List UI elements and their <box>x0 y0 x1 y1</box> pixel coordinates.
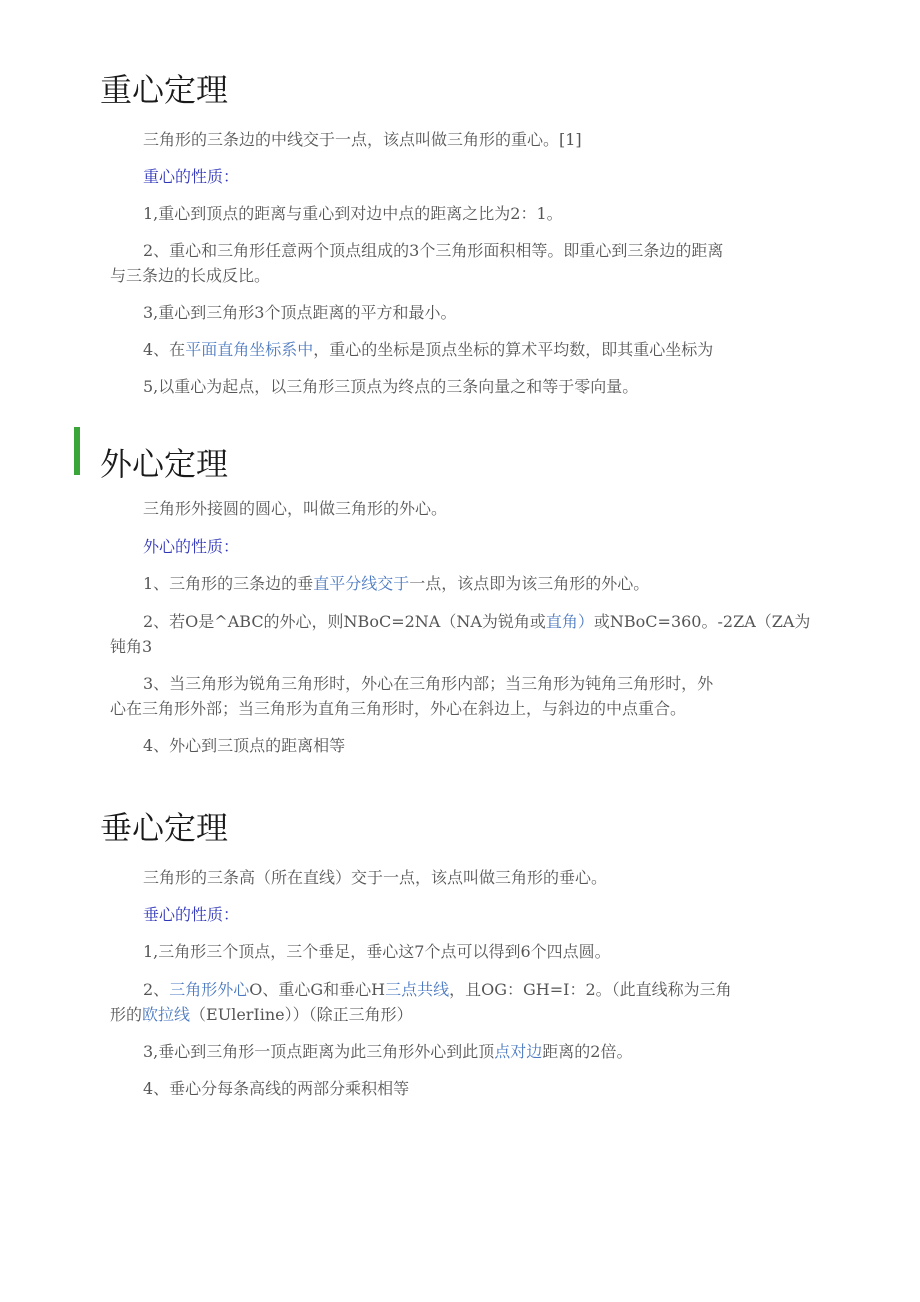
orthocenter-definition: 三角形的三条高（所在直线）交于一点，该点叫做三角形的垂心。 <box>143 868 608 887</box>
euler-line-link[interactable]: 欧拉线 <box>142 1005 191 1024</box>
orthocenter-prop-2-c: ，且OG：GH=I：2。（此直线称为三角 <box>449 980 732 999</box>
circumcenter-heading: 外心定理 <box>100 445 229 483</box>
circumcenter-prop-2-line-2: 钝角3 <box>110 637 153 656</box>
circumcenter-prop-4: 4、外心到三顶点的距离相等 <box>143 736 346 755</box>
circumcenter-prop-3-line-2: 心在三角形外部；当三角形为直角三角形时，外心在斜边上，与斜边的中点重合。 <box>110 699 687 718</box>
circumcenter-prop-1-post: 一点，该点即为该三角形的外心。 <box>409 574 650 593</box>
orthocenter-prop-2-b: O、重心G和垂心H <box>249 980 386 999</box>
right-angle-link[interactable]: 直角） <box>545 612 594 631</box>
opposite-side-link[interactable]: 点对边 <box>494 1042 543 1061</box>
centroid-prop-3: 3,重心到三角形3个顶点距离的平方和最小。 <box>143 303 457 322</box>
cartesian-coordinate-link[interactable]: 平面直角坐标系中 <box>185 340 314 359</box>
orthocenter-prop-2-line-2-b: （EUlerIine））（除正三角形） <box>190 1005 413 1024</box>
orthocenter-prop-3-pre: 3,垂心到三角形一顶点距离为此三角形外心到此顶 <box>143 1042 495 1061</box>
centroid-prop-2-line-1: 2、重心和三角形任意两个顶点组成的3个三角形面积相等。即重心到三条边的距离 <box>143 241 724 260</box>
circumcenter-definition: 三角形外接圆的圆心，叫做三角形的外心。 <box>143 499 448 518</box>
circumcenter-prop-2-post: 或NBoC=360。-2ZA（ZA为 <box>593 612 811 631</box>
orthocenter-prop-2-line-2 <box>110 1002 413 1027</box>
circumcenter-prop-3-line-1: 3、当三角形为锐角三角形时，外心在三角形内部；当三角形为钝角三角形时，外 <box>143 674 714 693</box>
centroid-prop-5: 5,以重心为起点，以三角形三顶点为终点的三条向量之和等于零向量。 <box>143 377 639 396</box>
centroid-prop-1: 1,重心到顶点的距离与重心到对边中点的距离之比为2：1。 <box>143 204 563 223</box>
orthocenter-prop-4: 4、垂心分每条高线的两部分乘积相等 <box>143 1079 410 1098</box>
centroid-heading: 重心定理 <box>100 71 229 109</box>
orthocenter-prop-2-line-2-a: 形的 <box>110 1005 143 1024</box>
circumcenter-prop-1 <box>143 571 649 596</box>
centroid-props-label: 重心的性质： <box>143 167 240 186</box>
orthocenter-prop-3 <box>143 1039 632 1064</box>
centroid-prop-4-pre: 4、在 <box>143 340 186 359</box>
orthocenter-prop-1: 1,三角形三个顶点，三个垂足，垂心这7个点可以得到6个四点圆。 <box>143 942 611 961</box>
orthocenter-prop-3-post: 距离的2倍。 <box>542 1042 633 1061</box>
centroid-prop-2-line-2: 与三条边的长成反比。 <box>110 266 271 285</box>
centroid-definition: 三角形的三条边的中线交于一点，该点叫做三角形的重心。[1] <box>143 130 582 149</box>
circumcenter-prop-2-pre: 2、若O是^ABC的外心，则NBoC=2NA（NA为锐角或 <box>143 612 546 631</box>
orthocenter-props-label: 垂心的性质： <box>143 905 240 924</box>
circumcenter-props-label: 外心的性质： <box>143 537 240 556</box>
orthocenter-prop-2-a: 2、 <box>143 980 170 999</box>
centroid-prop-4 <box>143 337 713 362</box>
perpendicular-bisector-link[interactable]: 直平分线交于 <box>313 574 410 593</box>
collinear-link[interactable]: 三点共线 <box>385 980 450 999</box>
circumcenter-link[interactable]: 三角形外心 <box>169 980 250 999</box>
orthocenter-prop-2-line-1 <box>143 977 732 1002</box>
section-accent-bar <box>74 427 80 475</box>
centroid-prop-4-post: ，重心的坐标是顶点坐标的算术平均数，即其重心坐标为 <box>313 340 714 359</box>
circumcenter-prop-1-pre: 1、三角形的三条边的垂 <box>143 574 314 593</box>
circumcenter-prop-2-line-1 <box>143 609 810 634</box>
orthocenter-heading: 垂心定理 <box>100 809 229 847</box>
